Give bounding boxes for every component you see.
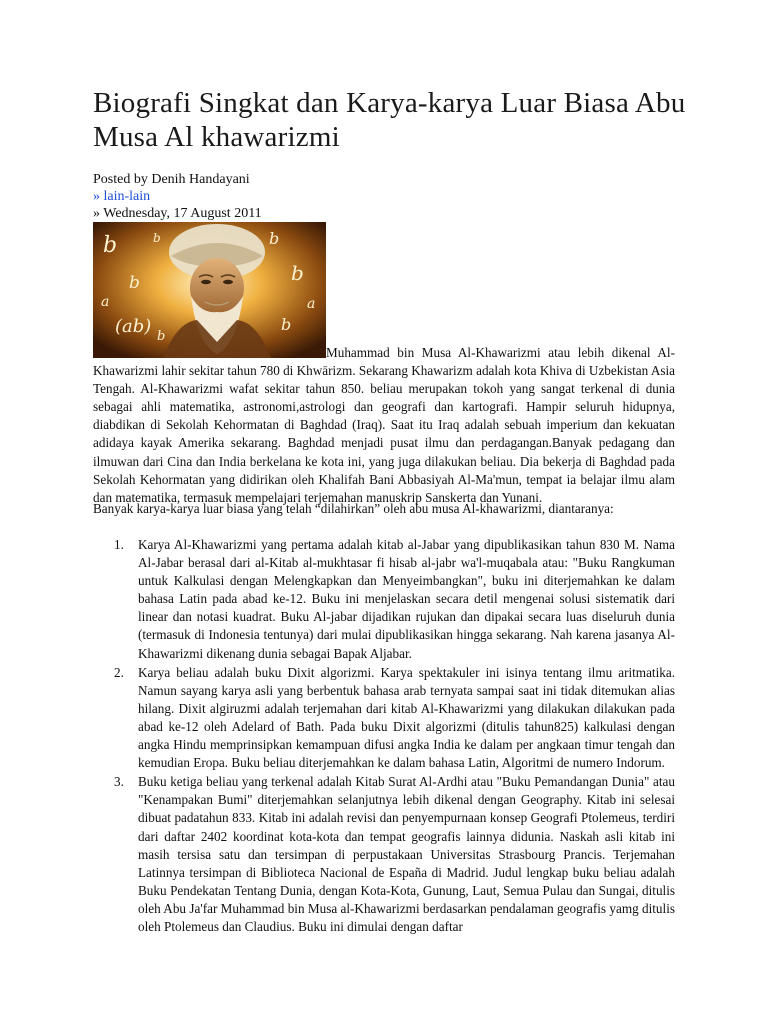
list-number: 1. xyxy=(114,537,124,552)
glyph-1: b xyxy=(103,233,118,258)
glyph-8: b xyxy=(281,315,292,334)
list-item-text: Buku ketiga beliau yang terkenal adalah Kitab Surat Al-Ardhi atau "Buku Pemandangan Dunia" atau "Kenampakan Bumi" diterjemahkan selanjutnya lebih dikenal dengan Geography. Kitab ini selesai dibuat padatahun 833. Kitab ini adalah revisi dan penyempurnaan konsep Geografi Ptolemeus, terdiri dari daftar 2402 koordinat kota-kota dan tempat geografis lainnya didunia. Naskah asli kitab ini masih tersisa satu dan tersimpan di perpustakaan Universitas Strasbourg Prancis. Terjemahan Latinnya tersimpan di Biblioteca Nacional de España di Madrid. Judul lengkap buku beliau adalah Buku Pendekatan Tentang Dunia, dengan Kota-Kota, Gunung, Laut, Semua Pulau dan Sungai, ditulis oleh Abu Ja'far Muhammad bin Musa al-Khawarizmi berdasarkan pendalaman geografis yamg ditulis oleh Ptolemeus dan Claudius. Buku ini dimulai dengan daftar xyxy=(138,774,675,934)
glyph-9: a xyxy=(307,296,316,312)
glyph-6: b xyxy=(269,229,280,248)
page-title: Biografi Singkat dan Karya-karya Luar Biasa Abu Musa Al khawarizmi xyxy=(93,87,686,153)
list-number: 3. xyxy=(114,774,124,790)
post-date: » Wednesday, 17 August 2011 xyxy=(93,206,262,221)
glyph-2: b xyxy=(129,273,140,293)
works-list xyxy=(93,536,675,936)
intro-paragraph: Muhammad bin Musa Al-Khawarizmi atau lebih dikenal Al-Khawarizmi lahir sekitar tahun 780 di Khwārizm. Sekarang Khawarizm adalah kota Khiva di Uzbekistan Asia Tengah. Al-Khawarizmi wafat sekitar tahun 850. beliau merupakan tokoh yang sangat terkenal di dunia sebagai ahli matematika, astronomi,astrologi dan geografi dan kartografi. Hampir seluruh hidupnya, diabdikan di Sekolah Kehormatan di Baghdad (Iraq). Saat itu Iraq adalah sebuah imperium dan kekuatan adidaya kayak Amerika sekarang. Baghdad menjadi pusat ilmu dan perdagangan.Banyak pedagang dan ilmuwan dari Cina dan India berkelana ke kota ini, yang juga dilakukan beliau. Dia bekerja di Baghdad pada Sekolah Kehormatan yang didirikan oleh Khalifah Bani Abbasiyah Al-Ma'mun, tempat ia belajar ilmu alam dan matematika, termasuk mempelajari terjemahan manuskrip Sanskerta dan Yunani. xyxy=(93,345,675,505)
category-link[interactable]: » lain-lain xyxy=(93,189,151,204)
author-line: Posted by Denih Handayani xyxy=(93,172,250,187)
works-lead: Banyak karya-karya luar biasa yang telah “dilahirkan” oleh abu musa Al-khawarizmi, diantaranya: xyxy=(93,501,614,516)
glyph-10: b xyxy=(153,231,161,245)
list-item xyxy=(93,536,675,663)
glyph-3: (ab) xyxy=(115,316,152,337)
list-number: 2. xyxy=(114,664,124,680)
glyph-5: b xyxy=(157,329,166,344)
list-item-text: Karya Al-Khawarizmi yang pertama adalah kitab al-Jabar yang dipublikasikan tahun 830 M. Nama Al-Jabar berasal dari al-Kitab al-mukhtasar fi hisab al-jabr wa'l-muqabala atau: "Buku Rangkuman untuk Kalkulasi dengan Melengkapkan dan Menyeimbangkan", buku ini diterjemahkan ke dalam bahasa Latin pada abad ke-12. Buku ini menjelaskan secara detil mengenai solusi sistematik dari linear dan notasi kuadrat. Buku Al-jabar dijadikan rujukan dan dipakai secara luas diseluruh dunia (termasuk di Indonesia tentunya) dari mulai dipublikasikan hingga sekarang. Nah karena jasanya Al-Khawarizmi dikenang dunia sebagai Bapak Aljabar. xyxy=(138,537,675,661)
glyph-7: b xyxy=(291,261,304,285)
intro-section xyxy=(93,344,675,507)
portrait-image xyxy=(93,222,326,358)
glyph-4: a xyxy=(101,294,110,310)
list-item-text: Karya beliau adalah buku Dixit algorizmi. Karya spektakuler ini isinya tentang ilmu aritmatika. Namun sayang karya asli yang berbentuk bahasa arab ternyata sampai saat ini tidak ditemukan alias hilang. Dixit algiruzmi adalah terjemahan dari kitab Al-Khawarizmi yang dilakukan dilakukan pada abad ke-12 oleh Adelard of Bath. Pada buku Dixit algorizmi (ditulis tahun825) kalkulasi dengan angka Hindu memprinsipkan kemampuan difusi angka India ke dalam per angkaan timur tengah dan kemudian Eropa. Buku beliau diterjemahkan ke dalam bahasa Latin, Algoritmi de numero Indorum. xyxy=(138,664,675,771)
list-item xyxy=(93,664,675,773)
list-item xyxy=(93,773,675,936)
